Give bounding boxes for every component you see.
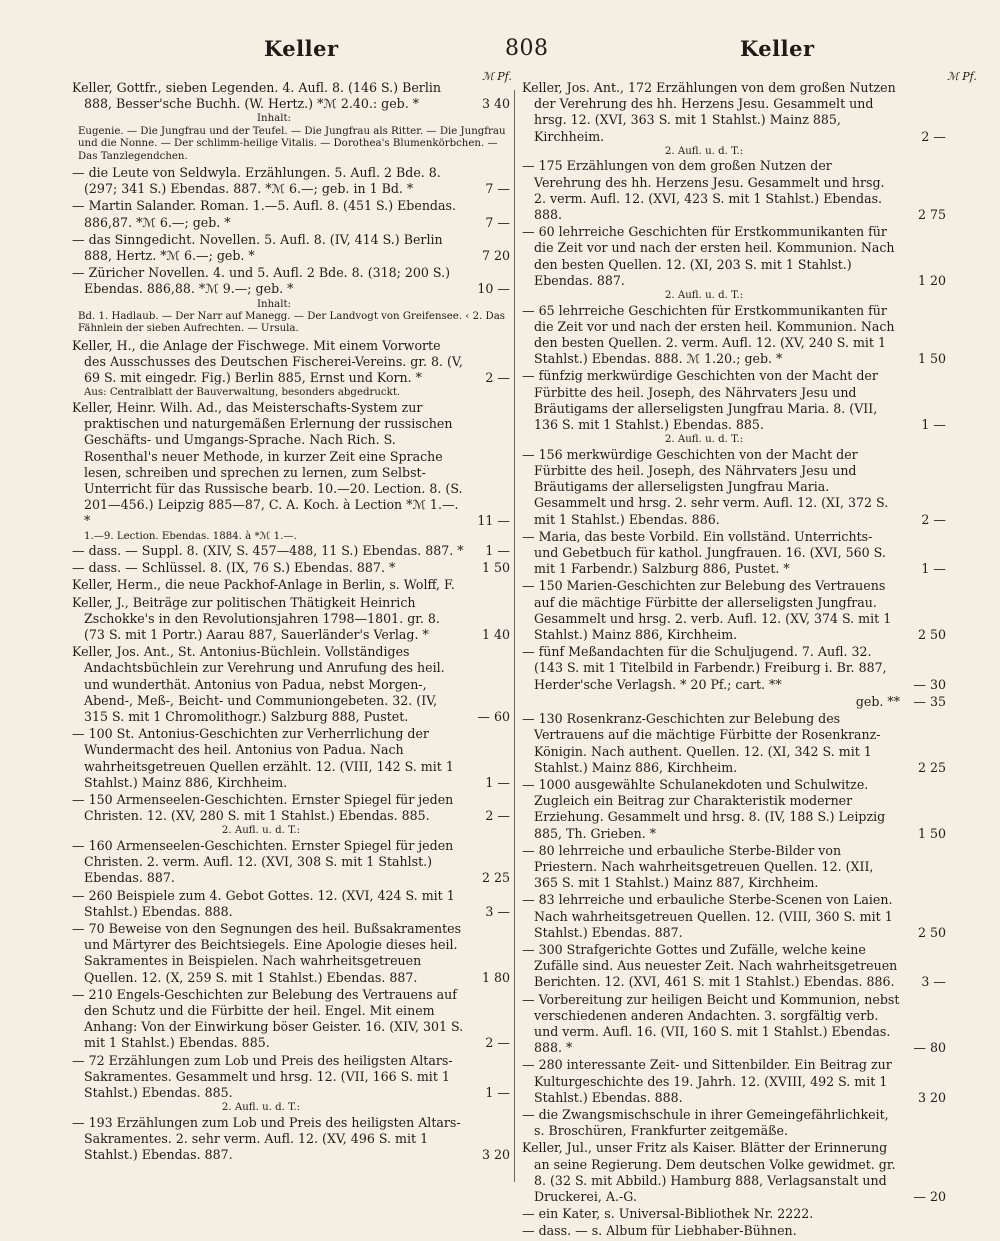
entry-text: — das Sinngedicht. Novellen. 5. Aufl. 8. (IV, 414 S.) Berlin 888, Hertz. *ℳ 6.—; geb. *: [72, 231, 443, 264]
catalog-entry: [72, 80, 510, 112]
contents-block: [72, 113, 510, 163]
entry-text: — 72 Erzählungen zum Lob und Preis des heiligsten Altars-Sakramentes. Gesammelt und hrsg. 12. (VII, 166 S. mit 1 Stahlst.) Ebendas. 885.: [72, 1052, 453, 1101]
entry-text: Keller, Jos. Ant., St. Antonius-Büchlein. Vollständiges Andachtsbüchlein zur Verehrung und Anrufung des heil. und wunderthät. Antonius von Padua, nebst Morgen-, Abend-, Meß-, Beicht- und Communiongebeten. 32. (IV, 315 S. mit 1 Chromolithogr.) Salzburg 888, Pustet.: [72, 644, 445, 724]
catalog-entry: [522, 303, 946, 368]
contents-text: Eugenie. — Die Jungfrau und der Teufel. — Die Jungfrau als Ritter. — Die Jungfrau und die Nonne. — Der schlimm-heilige Vitalis. — Dorothea's Blumenkörbchen. — Das Tanzlegendchen.: [78, 125, 506, 162]
entry-price: 1 —: [921, 417, 946, 433]
catalog-entry: [522, 992, 946, 1057]
entry-price: 11 —: [477, 513, 510, 529]
entry-text: — 60 lehrreiche Geschichten für Erstkommunikanten für die Zeit vor und nach der ersten heil. Kommunion. Nach den besten Quellen. 12. (XI, 203 S. mit 1 Stahlst.) Ebendas. 887.: [522, 224, 895, 288]
contents-label: Inhalt:: [256, 113, 291, 125]
catalog-entry: [72, 338, 510, 387]
catalog-entry: [72, 265, 510, 297]
catalog-entry: [72, 888, 510, 920]
entry-price: — 30: [913, 676, 946, 692]
entry-price: 1 —: [485, 542, 510, 558]
catalog-entry: [522, 1140, 946, 1205]
entry-text: — 300 Strafgerichte Gottes und Zufälle, welche keine Zufälle sind. Aus neuester Zeit. Nach wahrheitsgetreuen Berichten. 12. (XVI, 461 S. mit 1 Stahlst.) Ebendas. 886.: [522, 941, 898, 990]
entry-text: — fünfzig merkwürdige Geschichten von der Macht der Fürbitte des heil. Joseph, des Nährvaters Jesu und Bräutigams der allerseligsten Jungfrau Maria. 8. (VII, 136 S. mit 1 Stahlst.) Ebendas. 885.: [522, 368, 878, 433]
entry-text: — 70 Beweise von den Segnungen des heil. Bußsakramentes und Märtyrer des Beichtsiegels. Eine Apologie dieses heil. Sakramentes in Beispielen. Nach wahrheitsgetreuen Quellen. 12. (X, 259 S. mit 1 Stahlst.) Ebendas. 887.: [72, 920, 462, 985]
entry-text: — ein Kater, s. Universal-Bibliothek Nr. 2222.: [522, 1206, 814, 1222]
entry-price: 2 —: [921, 128, 946, 144]
catalog-entry: [522, 158, 946, 223]
entry-price: 1 50: [917, 825, 946, 841]
entry-text: geb. **: [855, 693, 900, 709]
entry-price: 7 —: [485, 181, 510, 197]
entry-price: 2 —: [485, 1035, 510, 1051]
edition-note: 2. Aufl. u. d. T.:: [664, 290, 744, 302]
entry-price: 1 80: [481, 969, 510, 985]
catalog-entry: [72, 577, 510, 593]
entry-price: 2 —: [485, 808, 510, 824]
entry-text: Keller, Herm., die neue Packhof-Anlage in Berlin, s. Wolff, F.: [72, 577, 455, 593]
entry-text: — dass. — Schlüssel. 8. (IX, 76 S.) Ebendas. 887. *: [72, 560, 396, 576]
entry-text: — 175 Erzählungen von dem großen Nutzen der Verehrung des hh. Herzens Jesu. Gesammelt und hrsg. 2. verm. Aufl. 12. (XVI, 423 S. mit 1 Stahlst.) Ebendas. 888.: [522, 158, 885, 223]
catalog-entry: [522, 1223, 946, 1239]
catalog-entry: [72, 644, 510, 725]
catalog-entry: [72, 1053, 510, 1102]
entry-price: 3 40: [481, 96, 510, 112]
entry-price: 1 40: [481, 626, 510, 642]
entry-price: 1 20: [917, 272, 946, 288]
entry-price: 3 —: [485, 903, 510, 919]
entry-price: 2 75: [917, 207, 946, 223]
header-right-word: Keller: [740, 36, 815, 61]
entry-text: — 150 Armenseelen-Geschichten. Ernster Spiegel für jeden Christen. 12. (XV, 280 S. mit 1 Stahlst.) Ebendas. 885.: [72, 791, 454, 824]
entry-price: 1 —: [485, 1085, 510, 1101]
entry-text: — dass. — Suppl. 8. (XIV, S. 457—488, 11 S.) Ebendas. 887. *: [72, 542, 464, 558]
catalog-entry: [522, 777, 946, 842]
edition-note: 2. Aufl. u. d. T.:: [221, 1102, 301, 1114]
entry-text: — fünf Meßandachten für die Schuljugend. 7. Aufl. 32. (143 S. mit 1 Titelbild in Farbendr.) Freiburg i. Br. 887, Herder'sche Verlagsh. * 20 Pf.; cart. **: [522, 644, 887, 692]
entry-text: — 210 Engels-Geschichten zur Belebung des Vertrauens auf den Schutz und die Fürbitte der heil. Engel. Mit einem Anhang: Von der Einwirkung böser Geister. 16. (XIV, 301 S. mit 1 Stahlst.) Ebendas. 885.: [72, 986, 464, 1051]
entry-price: — 35: [913, 693, 946, 709]
entry-price: 2 25: [481, 870, 510, 886]
contents-text: Bd. 1. Hadlaub. — Der Narr auf Manegg. — Der Landvogt von Greifensee. ‹ 2. Das Fähnlein der sieben Aufrechten. — Ursula.: [78, 311, 506, 335]
right-column: [522, 80, 946, 1241]
catalog-entry: [72, 792, 510, 824]
currency-label-right: ℳ Pf.: [947, 70, 977, 83]
catalog-entry: [522, 368, 946, 433]
entry-text: — 260 Beispiele zum 4. Gebot Gottes. 12. (XVI, 424 S. mit 1 Stahlst.) Ebendas. 888.: [72, 887, 455, 919]
catalog-entry: [72, 543, 510, 559]
entry-text: — 150 Marien-Geschichten zur Belebung des Vertrauens auf die mächtige Fürbitte der allerseligsten Jungfrau. Gesammelt und hrsg. 2. verb. Aufl. 12. (XV, 374 S. mit 1 Stahlst.) Mainz 886, Kirchheim.: [522, 578, 892, 643]
entry-price: — 80: [913, 1040, 946, 1056]
catalog-entry: [522, 1107, 946, 1139]
entry-text: — 280 interessante Zeit- und Sittenbilder. Ein Beitrag zur Kulturgeschichte des 19. Jahrh. 12. (XVIII, 492 S. mit 1 Stahlst.) Ebendas. 888.: [522, 1057, 892, 1105]
edition-note: 2. Aufl. u. d. T.:: [664, 434, 744, 446]
entry-price: 1 50: [917, 351, 946, 367]
entry-text: — Züricher Novellen. 4. und 5. Aufl. 2 Bde. 8. (318; 200 S.) Ebendas. 886,88. *ℳ 9.—; geb. *: [72, 265, 451, 297]
catalog-entry: [522, 843, 946, 892]
entry-text: — Martin Salander. Roman. 1.—5. Aufl. 8. (451 S.) Ebendas. 886,87. *ℳ 6.—; geb. *: [72, 198, 456, 230]
left-column: [72, 80, 510, 1164]
entry-text: Keller, Jul., unser Fritz als Kaiser. Blätter der Erinnerung an seine Regierung. Dem deutschen Volke gewidmet. gr. 8. (32 S. mit Abbild.) Hamburg 888, Verlagsanstalt und Druckerei, A.-G.: [522, 1140, 896, 1204]
catalog-entry: [522, 80, 946, 145]
entry-text: — 83 lehrreiche und erbauliche Sterbe-Scenen von Laien. Nach wahrheitsgetreuen Quellen. 12. (VIII, 360 S. mit 1 Stahlst.) Ebendas. 887.: [522, 892, 893, 940]
entry-text: — die Zwangsmischschule in ihrer Gemeingefährlichkeit, s. Broschüren, Frankfurter zeitgemäße.: [522, 1106, 889, 1139]
catalog-entry: [72, 838, 510, 887]
entry-note: 1.—9. Lection. Ebendas. 1884. à *ℳ 1.—.: [84, 530, 297, 542]
entry-text: — 1000 ausgewählte Schulanekdoten und Schulwitze. Zugleich ein Beitrag zur Charakteristik moderner Erziehung. Gesammelt und hrsg. 8. (IV, 188 S.) Leipzig 885, Th. Grieben. *: [522, 776, 886, 841]
entry-text: — dass. — s. Album für Liebhaber-Bühnen.: [522, 1223, 797, 1239]
entry-price: 3 20: [917, 1089, 946, 1105]
catalog-entry: [522, 447, 946, 528]
entry-price: 2 25: [917, 759, 946, 775]
entry-note: Aus: Centralblatt der Bauverwaltung, besonders abgedruckt.: [84, 387, 401, 399]
catalog-entry: [522, 892, 946, 941]
column-divider: [514, 90, 515, 1182]
entry-price: 3 —: [921, 974, 946, 990]
entry-text: — die Leute von Seldwyla. Erzählungen. 5. Aufl. 2 Bde. 8. (297; 341 S.) Ebendas. 887. *ℳ 6.—; geb. in 1 Bd. *: [72, 165, 441, 197]
entry-price: 2 50: [917, 627, 946, 643]
catalog-entry: [72, 232, 510, 264]
catalog-entry: [522, 644, 946, 693]
entry-price: 7 20: [481, 248, 510, 264]
entry-text: — Vorbereitung zur heiligen Beicht und Kommunion, nebst verschiedenen anderen Andachten. 3. sorgfältig verb. und verm. Aufl. 16. (VII, 160 S. mit 1 Stahlst.) Ebendas. 888. *: [522, 991, 900, 1056]
entry-price: 2 —: [485, 370, 510, 386]
entry-price: 7 —: [485, 214, 510, 230]
edition-note: 2. Aufl. u. d. T.:: [221, 825, 301, 837]
header-left-word: Keller: [264, 36, 339, 61]
catalog-entry: [72, 400, 510, 530]
catalog-entry: [522, 224, 946, 289]
catalog-entry: [72, 198, 510, 230]
catalog-entry: [522, 1206, 946, 1222]
entry-text: — 100 St. Antonius-Geschichten zur Verherrlichung der Wundermacht des heil. Antonius von Padua. Nach wahrheitsgetreuen Quellen erzählt. 12. (VIII, 142 S. mit 1 Stahlst.) Mainz 886, Kirchheim.: [72, 726, 454, 790]
catalog-entry: [72, 726, 510, 791]
entry-text: Keller, Jos. Ant., 172 Erzählungen von dem großen Nutzen der Verehrung des hh. Herzens Jesu. Gesammelt und hrsg. 12. (XVI, 363 S. mit 1 Stahlst.) Mainz 885, Kirchheim.: [522, 80, 896, 144]
catalog-entry: [522, 942, 946, 991]
entry-text: — 193 Erzählungen zum Lob und Preis des heiligsten Altars-Sakramentes. 2. sehr verm. Aufl. 12. (XV, 496 S. mit 1 Stahlst.) Ebendas. 887.: [72, 1114, 461, 1163]
catalog-entry: [522, 711, 946, 776]
catalog-entry: [72, 921, 510, 986]
entry-text: Keller, J., Beiträge zur politischen Thätigkeit Heinrich Zschokke's in den Revolutionsjahren 1798—1801. gr. 8. (73 S. mit 1 Portr.) Aarau 887, Sauerländer's Verlag. *: [72, 594, 440, 642]
entry-price: 3 20: [481, 1147, 510, 1163]
entry-text: — 130 Rosenkranz-Geschichten zur Belebung des Vertrauens auf die mächtige Fürbitte der Rosenkranz-Königin. Nach authent. Quellen. 12. (XI, 342 S. mit 1 Stahlst.) Mainz 886, Kirchheim.: [522, 711, 881, 775]
contents-label: Inhalt:: [256, 298, 291, 310]
entry-text: — 160 Armenseelen-Geschichten. Ernster Spiegel für jeden Christen. 2. verm. Aufl. 12. (XVI, 308 S. mit 1 Stahlst.) Ebendas. 887.: [72, 837, 454, 886]
catalog-entry: [72, 165, 510, 197]
entry-price: 1 —: [921, 561, 946, 577]
catalog-entry: [72, 987, 510, 1052]
catalog-entry: [72, 1115, 510, 1164]
catalog-entry: [72, 595, 510, 644]
entry-text: — Maria, das beste Vorbild. Ein vollständ. Unterrichts- und Gebetbuch für kathol. Jungfrauen. 16. (XVI, 560 S. mit 1 Farbendr.) Salzburg 886, Pustet. *: [522, 528, 886, 577]
catalog-entry: [72, 560, 510, 576]
currency-label-left: ℳ Pf.: [482, 70, 512, 83]
entry-text: — 156 merkwürdige Geschichten von der Macht der Fürbitte des heil. Joseph, des Nährvaters Jesu und Bräutigams der allerseligsten Jungfrau Maria. Gesammelt und hrsg. 2. sehr verm. Aufl. 12. (XI, 372 S. mit 1 Stahlst.) Ebendas. 886.: [522, 446, 889, 527]
entry-text: — 80 lehrreiche und erbauliche Sterbe-Bilder von Priestern. Nach wahrheitsgetreuen Quellen. 12. (XII, 365 S. mit 1 Stahlst.) Mainz 887, Kirchheim.: [522, 842, 874, 891]
entry-price: — 60: [477, 708, 510, 724]
contents-block: [72, 299, 510, 336]
edition-note: 2. Aufl. u. d. T.:: [664, 145, 744, 157]
entry-text: Keller, Heinr. Wilh. Ad., das Meisterschafts-System zur praktischen und naturgemäßen Erlernung der russischen Geschäfts- und Umgangs-Sprache. Nach Rich. S. Rosenthal's neuer Methode, in kurzer Zeit eine Sprache lesen, schreiben und sprechen zu lernen, zum Selbst-Unterricht für das Russische bearb. 10.—20. Lection. 8. (S. 201—456.) Leipzig 885—87, C. A. Koch. à Lection *ℳ 1.—. *: [72, 399, 463, 529]
entry-price: — 20: [913, 1188, 946, 1204]
catalog-entry: [522, 578, 946, 643]
entry-price: 10 —: [477, 281, 510, 297]
catalog-entry: [522, 529, 946, 578]
entry-price: 2 —: [921, 511, 946, 527]
entry-text: — 65 lehrreiche Geschichten für Erstkommunikanten für die Zeit vor und nach der ersten heil. Kommunion. Nach den besten Quellen. 2. verm. Aufl. 12. (XV, 240 S. mit 1 Stahlst.) Ebendas. 888. ℳ 1.20.; geb. *: [522, 302, 895, 367]
entry-price: 1 —: [485, 774, 510, 790]
catalog-entry: [522, 1057, 946, 1106]
entry-text: Keller, Gottfr., sieben Legenden. 4. Aufl. 8. (146 S.) Berlin 888, Besser'sche Buchh. (W. Hertz.) *ℳ 2.40.: geb. *: [72, 80, 441, 112]
entry-text: Keller, H., die Anlage der Fischwege. Mit einem Vorworte des Ausschusses des Deutschen Fischerei-Vereins. gr. 8. (V, 69 S. mit eingedr. Fig.) Berlin 885, Ernst und Korn. *: [72, 337, 463, 386]
entry-price: 2 50: [917, 924, 946, 940]
page-number: 808: [505, 36, 549, 61]
entry-price: 1 50: [481, 560, 510, 576]
catalog-entry: [522, 694, 946, 710]
